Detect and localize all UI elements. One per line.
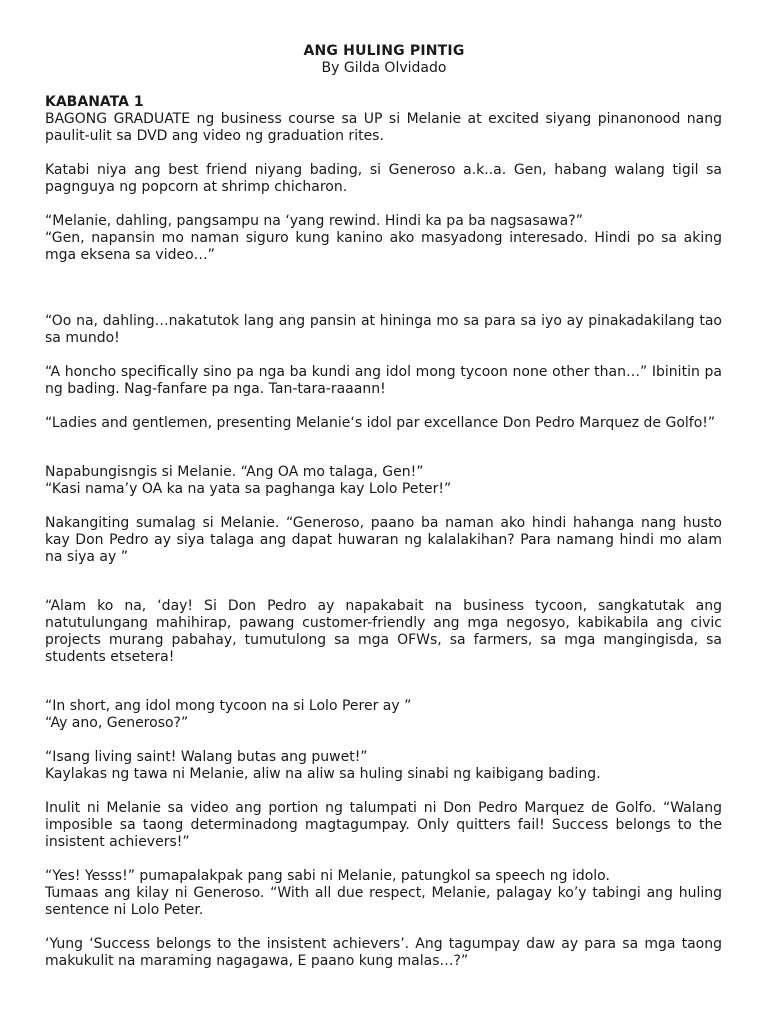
- paragraph: BAGONG GRADUATE ng business course sa UP si Melanie at excited siyang pinanonood nang paulit-ulit sa DVD ang video ng graduation rites.: [45, 111, 722, 144]
- paragraph: “Isang living saint! Walang butas ang puwet!”: [45, 749, 368, 765]
- chapter-heading: KABANATA 1: [45, 94, 144, 110]
- paragraph: “Alam ko na, ‘day! Si Don Pedro ay napakabait na business tycoon, sangkatutak ang natutulungang mahihirap, pawang customer-friendly ang mga negosyo, kabikabila ang civic projects murang pabahay, tumutulong sa mga OFWs, sa farmers, sa mga mangingisda, sa students etsetera!: [45, 598, 722, 665]
- paragraph: “Kasi nama’y OA ka na yata sa paghanga kay Lolo Peter!”: [45, 481, 452, 497]
- paragraph: “Gen, napansin mo naman siguro kung kanino ako masyadong interesado. Hindi po sa aking mga eksena sa video…”: [45, 230, 722, 263]
- paragraph: Tumaas ang kilay ni Generoso. “With all due respect, Melanie, palagay ko’y tabingi ang huling sentence ni Lolo Peter.: [45, 885, 722, 918]
- paragraph: “Melanie, dahling, pangsampu na ‘yang rewind. Hindi ka pa ba nagsasawa?”: [45, 213, 583, 229]
- paragraph: “Ay ano, Generoso?”: [45, 715, 189, 731]
- document-header: [0, 43, 768, 77]
- paragraph: Inulit ni Melanie sa video ang portion ng talumpati ni Don Pedro Marquez de Golfo. “Walang imposible sa taong determinadong magtagumpay. Only quitters fail! Success belongs to the insistent achievers!”: [45, 800, 722, 850]
- paragraph: “In short, ang idol mong tycoon na si Lolo Perer ay ”: [45, 698, 412, 714]
- paragraph: “Ladies and gentlemen, presenting Melanie‘s idol par excellance Don Pedro Marquez de Golfo!”: [45, 415, 716, 431]
- paragraph: Kaylakas ng tawa ni Melanie, aliw na aliw sa huling sinabi ng kaibigang bading.: [45, 766, 601, 782]
- document-author: By Gilda Olvidado: [321, 60, 447, 76]
- paragraph: “Oo na, dahling…nakatutok lang ang pansin at hininga mo sa para sa iyo ay pinakadakilang tao sa mundo!: [45, 313, 722, 346]
- paragraph: Nakangiting sumalag si Melanie. “Generoso, paano ba naman ako hindi hahanga nang husto kay Don Pedro ay siya talaga ang dapat huwaran ng kalalakihan? Para namang hindi mo alam na siya ay ”: [45, 515, 722, 565]
- paragraph: “A honcho specifically sino pa nga ba kundi ang idol mong tycoon none other than…” Ibinitin pa ng bading. Nag-fanfare pa nga. Tan-tara-raaann!: [45, 364, 722, 397]
- paragraph: Napabungisngis si Melanie. “Ang OA mo talaga, Gen!”: [45, 464, 424, 480]
- paragraph: Katabi niya ang best friend niyang bading, si Generoso a.k..a. Gen, habang walang tigil sa pagnguya ng popcorn at shrimp chicharon.: [45, 162, 722, 195]
- document-body: [45, 94, 722, 970]
- document-title: ANG HULING PINTIG: [303, 43, 465, 59]
- paragraph: “Yes! Yesss!” pumapalakpak pang sabi ni Melanie, patungkol sa speech ng idolo.: [45, 868, 610, 884]
- paragraph: ‘Yung ‘Success belongs to the insistent achievers’. Ang tagumpay daw ay para sa mga taong makukulit na maraming nagagawa, E paano kung malas…?”: [45, 936, 722, 969]
